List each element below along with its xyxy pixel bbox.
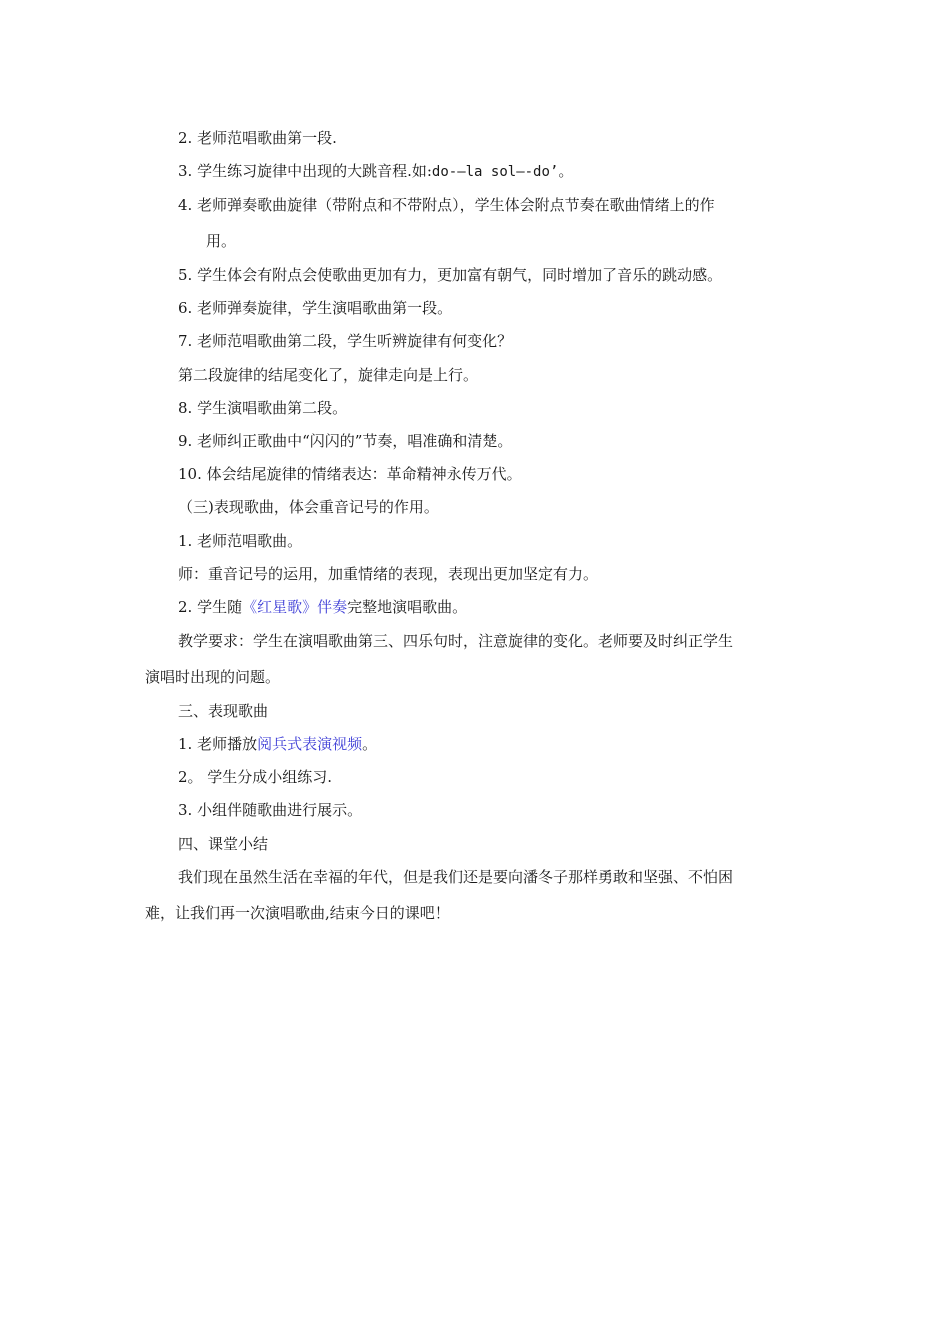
group-practice-step: 2。 学生分成小组练习.	[178, 768, 333, 786]
step-3-end: 。	[558, 162, 574, 180]
parade-performance-video-link[interactable]: 阅兵式表演视频	[257, 735, 363, 753]
summary-paragraph-continuation: 难，让我们再一次演唱歌曲,结束今日的课吧！	[145, 904, 450, 922]
part-2-text: 2. 学生随	[178, 598, 243, 616]
section-four-heading: 四、课堂小结	[178, 835, 269, 853]
step-4-dotted-rhythm: 4. 老师弹奏歌曲旋律（带附点和不带附点），学生体会附点节奏在歌曲情绪上的作	[178, 196, 715, 214]
play-parade-video-step	[178, 733, 377, 755]
step-2-teacher-sings-verse-1: 2. 老师范唱歌曲第一段.	[178, 129, 337, 147]
accent-mark-explanation: 师：重音记号的运用，加重情绪的表现，表现出更加坚定有力。	[178, 565, 599, 583]
section-3-heading: （三)表现歌曲，体会重音记号的作用。	[178, 498, 439, 516]
summary-paragraph: 我们现在虽然生活在幸福的年代，但是我们还是要向潘冬子那样勇敢和坚强、不怕困	[178, 868, 734, 886]
step-10-ending-emotion: 10. 体会结尾旋律的情绪表达：革命精神永传万代。	[178, 465, 522, 483]
play-video-text: 1. 老师播放	[178, 735, 258, 753]
step-4-continuation: 用。	[206, 232, 237, 250]
section-three-heading: 三、表现歌曲	[178, 702, 269, 720]
solfege-example: do-—la sol—-do’	[431, 164, 559, 180]
play-video-end: 。	[362, 735, 378, 753]
teaching-requirement: 教学要求：学生在演唱歌曲第三、四乐句时，注意旋律的变化。老师要及时纠正学生	[178, 632, 734, 650]
step-5-dotted-effect: 5. 学生体会有附点会使歌曲更加有力，更加富有朝气，同时增加了音乐的跳动感。	[178, 266, 723, 284]
part-2-sing-with-accompaniment	[178, 596, 467, 618]
part-1-teacher-sings: 1. 老师范唱歌曲。	[178, 532, 303, 550]
step-3-text: 3. 学生练习旋律中出现的大跳音程.如:	[178, 162, 432, 180]
red-star-song-accompaniment-link[interactable]: 《红星歌》伴奏	[242, 598, 348, 616]
step-3-interval-practice	[178, 160, 573, 183]
step-6-sing-verse-1: 6. 老师弹奏旋律，学生演唱歌曲第一段。	[178, 299, 453, 317]
step-7-teacher-sings-verse-2: 7. 老师范唱歌曲第二段，学生听辨旋律有何变化？	[178, 332, 513, 350]
verse-2-ending-note: 第二段旋律的结尾变化了，旋律走向是上行。	[178, 366, 479, 384]
part-2-text-end: 完整地演唱歌曲。	[347, 598, 468, 616]
group-showcase-step: 3. 小组伴随歌曲进行展示。	[178, 801, 363, 819]
step-9-rhythm-correction: 9. 老师纠正歌曲中“闪闪的”节奏，唱准确和清楚。	[178, 432, 513, 450]
step-8-sing-verse-2: 8. 学生演唱歌曲第二段。	[178, 399, 348, 417]
teaching-requirement-continuation: 演唱时出现的问题。	[145, 668, 281, 686]
